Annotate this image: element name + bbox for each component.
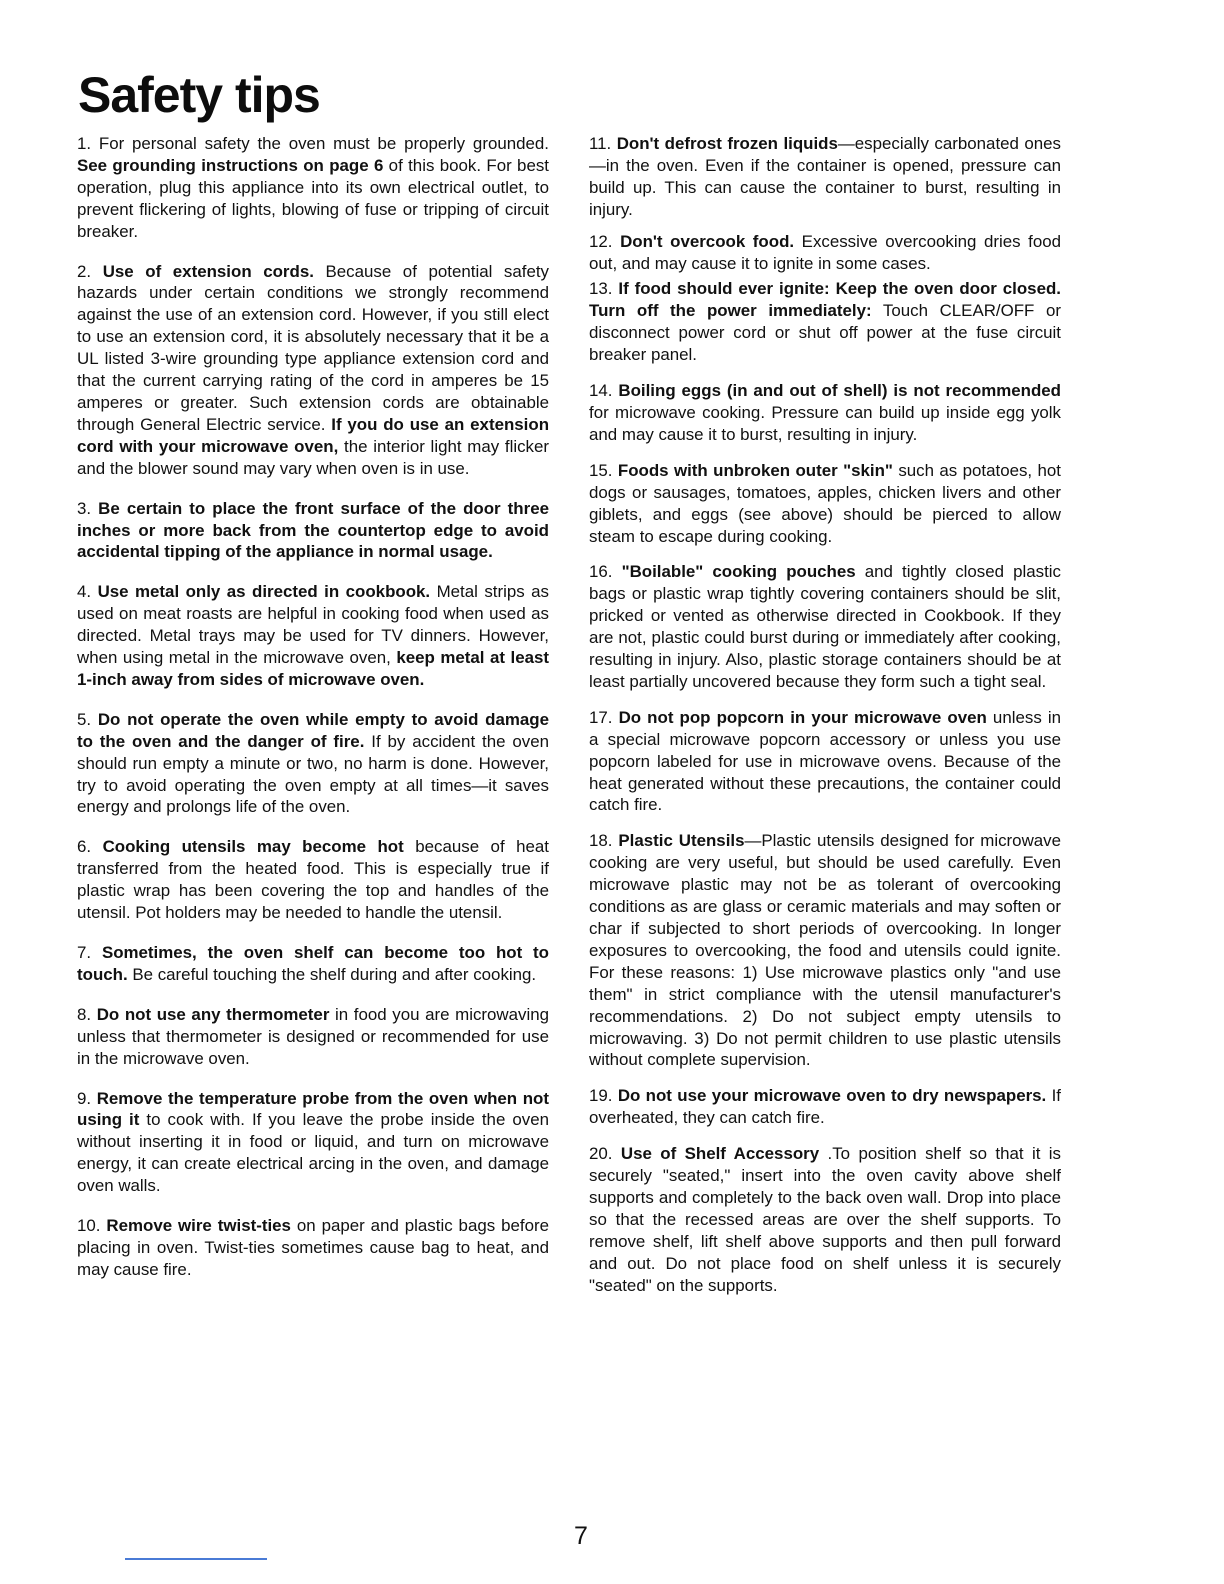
tip-bold-text: If food should ever ignite: Keep the oven door closed. Turn off the power immediately: xyxy=(589,279,1061,321)
tip-text: in food you are microwaving unless that thermometer is designed or recommended for use in the microwave oven. xyxy=(77,1004,549,1068)
tip-number: 16. xyxy=(589,562,613,582)
tip-bold-text: Remove the temperature probe from the oven when not using it xyxy=(77,1088,549,1130)
safety-tip xyxy=(77,1004,549,1070)
tip-text: Metal strips as used on meat roasts are helpful in cooking food when used as directed. Metal trays may be used for TV dinners. However, when using metal in the microwave oven, xyxy=(77,582,550,668)
tip-text: and tightly closed plastic bags or plastic wrap tightly covering containers should be slit, pricked or vented as otherwise directed in Cookbook. If they are not, plastic could burst during or immediately after cooking, resulting in injury. Also, plastic storage containers should be at least partially uncovered because they form such a tight seal. xyxy=(589,562,1062,691)
tip-text: unless in a special microwave popcorn accessory or unless you use popcorn labeled for use in microwave ovens. Because of the heat generated without these precautions, the container could catch fire. xyxy=(589,707,1061,815)
tip-text: on paper and plastic bags before placing in oven. Twist-ties sometimes cause bag to heat, and may cause fire. xyxy=(77,1216,549,1279)
tip-number: 4. xyxy=(77,582,92,602)
tip-bold-text: Sometimes, the oven shelf can become too hot to touch. xyxy=(77,943,549,984)
safety-tip xyxy=(589,278,1061,366)
tip-bold-text: Use of Shelf Accessory xyxy=(620,1144,820,1164)
tip-text: Touch CLEAR/OFF or disconnect power cord or shut off power at the fuse circuit breaker panel. xyxy=(589,301,1061,365)
safety-tip xyxy=(589,707,1061,817)
tip-text: Because of potential safety hazards under certain conditions we strongly recommend against the use of an extension cord. However, if you still elect to use an extension cord, it is absolutely necessary that it be a UL listed 3-wire grounding type appliance extension cord and that the current carrying rating of the cord in amperes be 15 amperes or greater. Such extension cords are obtainable through General Electric service. xyxy=(77,261,549,434)
safety-tip xyxy=(589,460,1061,548)
tip-bold-text: Don't overcook food. xyxy=(620,231,795,251)
safety-tip xyxy=(77,942,549,986)
safety-tip xyxy=(77,1215,549,1281)
tip-bold-text: Cooking utensils may become hot xyxy=(102,837,404,857)
tip-number: 17. xyxy=(589,707,613,727)
tip-text: because of heat transferred from the heated food. This is especially true if plastic wrap has been covering the top and handles of the utensil. Pot holders may be needed to handle the utensil. xyxy=(77,837,549,923)
tip-number: 1. xyxy=(77,134,92,153)
safety-tip xyxy=(589,133,1061,221)
tip-number: 6. xyxy=(77,837,92,857)
tip-number: 18. xyxy=(589,831,613,851)
safety-tip xyxy=(77,133,549,243)
safety-tip xyxy=(77,261,549,480)
tip-bold-text: Use of extension cords. xyxy=(102,261,314,281)
safety-tip xyxy=(589,380,1061,446)
tip-number: 2. xyxy=(77,261,92,281)
tip-bold-text: Be certain to place the front surface of the door three inches or more back from the countertop edge to avoid accidental tipping of the appliance in normal usage. xyxy=(77,498,549,562)
tip-text: the interior light may flicker and the blower sound may vary when oven is in use. xyxy=(77,436,550,478)
tip-text: Be careful touching the shelf during and after cooking. xyxy=(127,964,537,984)
tip-bold-text: Don't defrost frozen liquids xyxy=(616,134,838,153)
tip-text: such as potatoes, hot dogs or sausages, tomatoes, apples, chicken livers and other giblets, and eggs (see above) should be pierced to allow steam to escape during cooking. xyxy=(589,460,1062,546)
safety-tip xyxy=(77,1088,549,1198)
tip-number: 10. xyxy=(77,1216,101,1236)
tip-bold-text: Foods with unbroken outer "skin" xyxy=(617,460,893,480)
tip-number: 9. xyxy=(77,1088,92,1108)
left-column xyxy=(77,133,549,1281)
tip-bold-text: If you do use an extension cord with your microwave oven, xyxy=(77,414,550,456)
safety-tip xyxy=(77,581,549,691)
tip-bold-text: Use metal only as directed in cookbook. xyxy=(97,582,431,602)
safety-tip xyxy=(77,709,549,819)
tip-text: For personal safety the oven must be properly grounded. xyxy=(98,134,549,153)
tip-bold-text: Boiling eggs (in and out of shell) is not recommended xyxy=(618,381,1062,401)
tip-bold-text: Plastic Utensils xyxy=(618,831,745,851)
tip-text: If by accident the oven should run empty a minute or two, no harm is done. However, try to avoid operating the oven empty at all times—it saves energy and prolongs life of the oven. xyxy=(77,731,549,817)
tip-number: 15. xyxy=(589,460,613,480)
safety-tip xyxy=(589,561,1061,692)
tip-number: 12. xyxy=(589,231,613,251)
bottom-rule xyxy=(125,1558,267,1560)
tip-number: 14. xyxy=(589,381,613,401)
tip-text: .To position shelf so that it is securely "seated," insert into the oven cavity above shelf supports and completely to the back oven wall. Drop into place so that the recessed areas are over the shelf supports. To remove shelf, lift shelf above supports and then pull forward and out. Do not place food on shelf unless it is securely "seated" on the supports. xyxy=(589,1144,1062,1295)
tip-number: 3. xyxy=(77,498,92,518)
tip-bold-text: See grounding instructions on page 6 xyxy=(77,155,384,175)
tip-text: to cook with. If you leave the probe inside the oven without inserting it in food or liquid, and turn on microwave energy, it can create electrical arcing in the oven, and damage oven walls. xyxy=(77,1110,549,1196)
tip-bold-text: Remove wire twist-ties xyxy=(106,1216,291,1236)
safety-tip xyxy=(589,1085,1061,1129)
tip-number: 7. xyxy=(77,943,92,962)
tip-bold-text: Do not operate the oven while empty to avoid damage to the oven and the danger of fire. xyxy=(77,709,549,751)
tip-number: 11. xyxy=(589,134,612,153)
tip-bold-text: keep metal at least 1-inch away from sides of microwave oven. xyxy=(77,648,550,689)
safety-tip xyxy=(589,1143,1061,1296)
tip-bold-text: Do not pop popcorn in your microwave oven xyxy=(618,707,987,727)
tip-number: 19. xyxy=(589,1086,613,1106)
tip-number: 13. xyxy=(589,279,613,299)
tip-bold-text: "Boilable" cooking pouches xyxy=(621,562,856,582)
safety-tip xyxy=(77,836,549,924)
tip-number: 8. xyxy=(77,1004,92,1024)
tip-number: 5. xyxy=(77,709,92,729)
tip-text: If overheated, they can catch fire. xyxy=(589,1086,1061,1128)
right-column xyxy=(589,133,1061,1297)
safety-tip xyxy=(589,830,1061,1071)
tip-text: —Plastic utensils designed for microwave cooking are very useful, but should be used carefully. Even microwave plastic may not be as tolerant of overcooking conditions as are glass or ceramic materials and may soften or char if subjected to short periods of overcooking. In longer exposures to overcooking, the food and utensils could ignite. For these reasons: 1) Use microwave plastics only "and use them" in strict compliance with the utensil manufacturer's recommendations. 2) Do not subject empty utensils to microwaving. 3) Do not permit children to use plastic utensils without complete supervision. xyxy=(589,831,1062,1070)
safety-tip xyxy=(77,498,549,564)
tip-text: of this book. For best operation, plug this appliance into its own electrical outlet, to prevent flickering of lights, blowing of fuse or tripping of circuit breaker. xyxy=(77,155,549,241)
page-title: Safety tips xyxy=(78,67,320,123)
tip-number: 20. xyxy=(589,1144,613,1164)
tip-bold-text: Do not use any thermometer xyxy=(96,1004,330,1024)
tip-text: —especially carbonated ones—in the oven. Even if the container is opened, pressure can build up. This can cause the container to burst, resulting in injury. xyxy=(589,134,1062,219)
safety-tip xyxy=(589,231,1061,275)
tip-text: for microwave cooking. Pressure can build up inside egg yolk and may cause it to burst, resulting in injury. xyxy=(589,402,1061,444)
tip-text: Excessive overcooking dries food out, and may cause it to ignite in some cases. xyxy=(589,231,1062,273)
page-number: 7 xyxy=(574,1522,588,1550)
tip-bold-text: Do not use your microwave oven to dry newspapers. xyxy=(617,1086,1047,1106)
